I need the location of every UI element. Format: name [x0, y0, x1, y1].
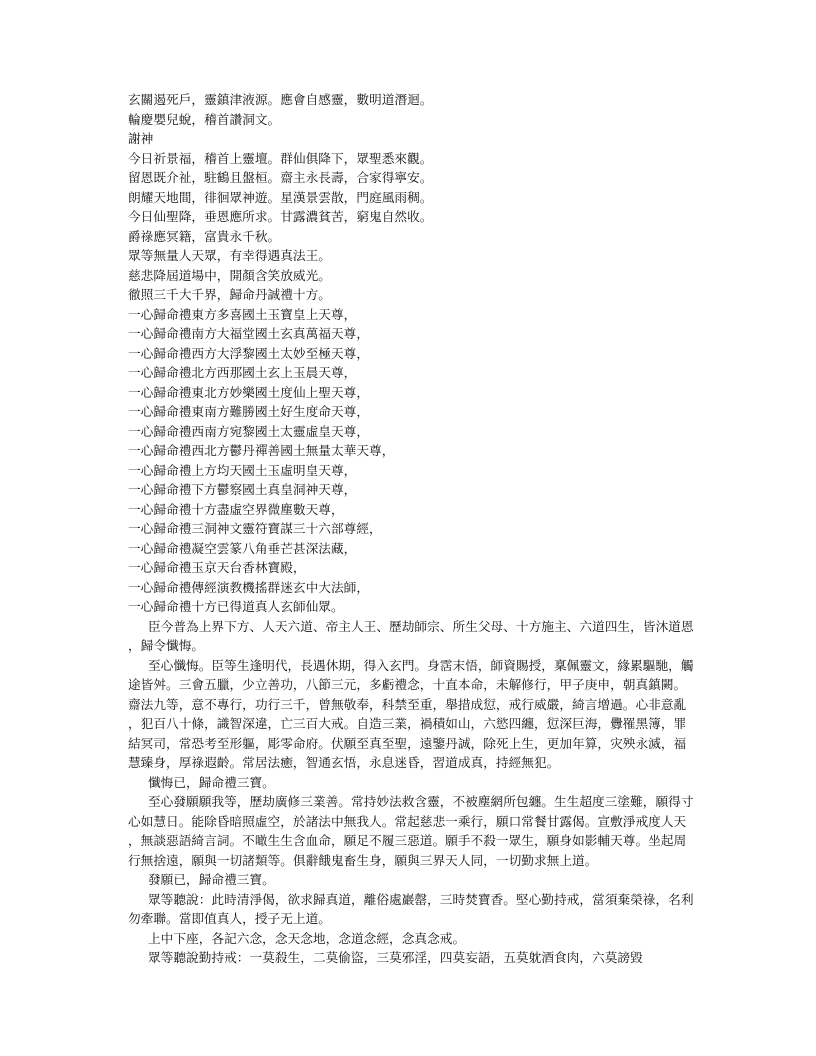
refuge-line: 一心歸命禮東方多喜國土玉寶皇上天尊， — [128, 306, 357, 322]
refuge-line: 一心歸命禮下方鬱察國土真皇洞神天尊， — [128, 482, 357, 497]
refuge-line: 一心歸命禮十方已得道真人玄師仙眾。 — [128, 599, 344, 614]
paragraph-vow-end: 發願已，歸命禮三寶。 — [148, 872, 275, 887]
verse-line: 眾等無量人天眾，有幸得遇真法王。 — [128, 248, 331, 263]
paragraph-dedication: 臣今普為上界下方、人天六道、帝主人王、歷劫師宗、所生父母、十方施主、六道四生，皆沐道恩，歸令懺悔。 — [128, 618, 694, 653]
refuge-line: 一心歸命禮西方大浮黎國土太妙至極天尊， — [128, 345, 370, 361]
verse-line: 慈悲降屆道場中，開顏含笑放威光。 — [128, 267, 331, 283]
refuge-line: 一心歸命禮十方盡虛空界微塵數天尊， — [128, 501, 344, 517]
verse-line: 爵祿應冥籍，富貴永千秋。 — [128, 228, 281, 244]
verse-line: 今日仙聖降，垂恩應所求。甘露濃貧苦，窮鬼自然收。 — [128, 209, 433, 224]
refuge-line: 一心歸命禮東北方妙樂國土度仙上聖天尊， — [128, 384, 370, 400]
refuge-line: 一心歸命禮傳經演教機搖群迷玄中大法師， — [128, 579, 370, 595]
paragraph-vow: 至心發願願我等，歷劫廣修三業善。常持妙法救含靈，不被塵網所包纏。生生超度三塗難，願得寸心如慧日。能除昏暗照虛空，於諸法中無我人。常起慈悲一乘行，願口常餐甘露偈。宣敷淨戒度人天，無談惡語綺言詞。不噉生生含血命，願足不履三惡道。願手不殺一眾生，願身如影輔天尊。坐起周行無捨遠，願與一切諸類等。俱辭餓鬼畜生身，願與三界天人同，一切勤求無上道。 — [128, 794, 694, 868]
section-heading: 謝神 — [128, 131, 154, 146]
refuge-line: 一心歸命禮北方西那國土玄上玉晨天尊， — [128, 365, 357, 380]
refuge-line: 一心歸命禮南方大福堂國土玄真萬福天尊， — [128, 326, 370, 341]
refuge-line: 一心歸命禮上方均天國土玉虛明皇天尊， — [128, 462, 357, 478]
verse-line: 徹照三千大千界，歸命丹誠禮十方。 — [128, 287, 331, 302]
text-line: 玄關遏死戶，靈鎮津液源。應會自感靈，數明道潛迴。 — [128, 92, 433, 107]
text-body — [128, 90, 698, 968]
paragraph-confession: 至心懺悔。臣等生逢明代，長遇休期，得入玄門。身霑末悟，師資賜授，稟佩靈文，緣累驅馳，觸途皆舛。三會五臘，少立善功，八節三元，多虧禮念，十直本命，未解修行，甲子庚申，朝真鎮闕。齋法九等，意不專行，功行三千，曾無敬奉，科禁至重，舉措成愆，戒行威嚴，綺言增過。心非意亂，犯百八十條，識智深違，亡三百大戒。自造三業，禍積如山，六慾四纏，愆深巨海，釁罹黑簿，罪結冥司，常恐考至形軀，彫零命府。伏願至真至聖，遠鑒丹誠，除死上生，更加年算，灾殃永滅，福慧臻身，厚祿遐齡。常居法癒，智通玄悟，永息迷昏，習道成真，持經無犯。 — [128, 657, 694, 770]
refuge-line: 一心歸命禮三洞神文靈符寶謀三十六部尊經， — [128, 521, 382, 536]
verse-line: 留恩既介祉，駐鶴且盤桓。齋主永長壽，合家得寧安。 — [128, 170, 433, 185]
refuge-line: 一心歸命禮西南方宛黎國土太靈虛皇天尊， — [128, 423, 370, 439]
paragraph-precepts: 眾等聽說勤持戒：一莫殺生，二莫偷盜，三莫邪淫，四莫妄語，五莫躭酒食肉，六莫謗毀 — [148, 950, 643, 965]
refuge-line: 一心歸命禮西北方鬱丹禪善國土無量太華天尊， — [128, 443, 395, 458]
verse-line: 今日祈景福，稽首上靈壇。群仙俱降下，眾聖悉來觀。 — [128, 150, 433, 166]
paragraph-six-mindfulness: 上中下座，各記六念，念天念地，念道念經，念真念戒。 — [148, 930, 466, 946]
paragraph-listen: 眾等聽說：此時清淨偈，欲求歸真道，離俗處巖罄，三時焚寶香。堅心勤持戒，當須棄榮祿，名利勿牽聯。當即值真人，授子无上道。 — [128, 891, 694, 926]
refuge-line: 一心歸命禮玉京天台香林寶殿， — [128, 560, 306, 575]
paragraph-confession-end: 懺悔已，歸命禮三寶。 — [148, 774, 275, 790]
text-line: 輪慶嬰兒蛻，稽首讚洞文。 — [128, 111, 281, 127]
refuge-line: 一心歸命禮凝空雲篆八角垂芒甚深法藏， — [128, 540, 357, 556]
verse-line: 朗耀天地間，徘徊眾神遊。星漢景雲散，門庭風雨稠。 — [128, 189, 433, 205]
refuge-line: 一心歸命禮東南方難勝國土好生度命天尊， — [128, 404, 370, 419]
